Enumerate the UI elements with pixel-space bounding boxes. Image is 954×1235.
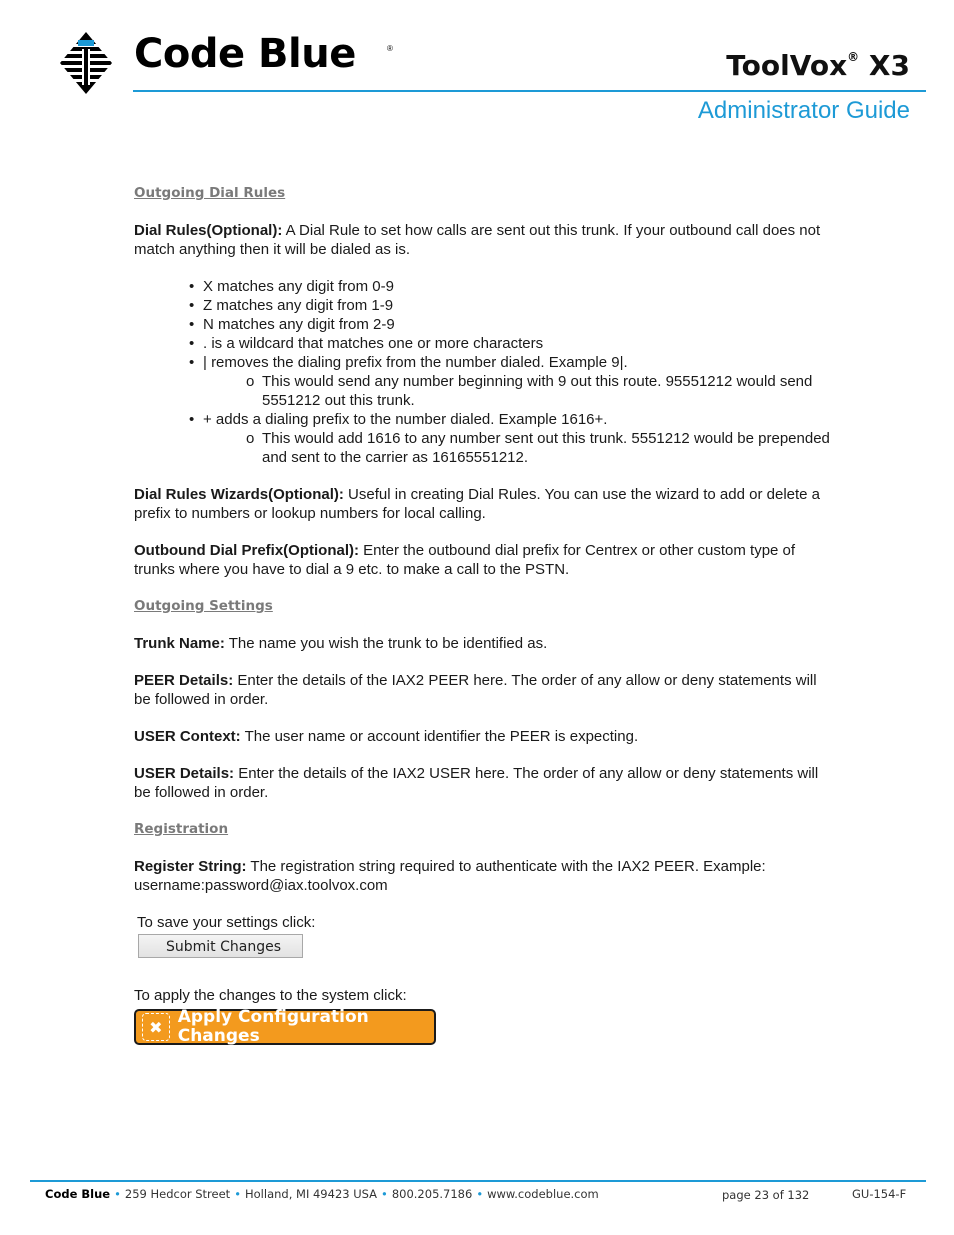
save-prompt: To save your settings click: (137, 914, 316, 931)
trunk-name-paragraph: Trunk Name: The name you wish the trunk to be identified as. (134, 635, 548, 652)
submit-changes-button[interactable]: Submit Changes (138, 934, 303, 958)
list-item-adds-prefix: • + adds a dialing prefix to the number dialed. Example 1616+. o This would add 1616 to any number sent out this trunk. 5551212 would be prepended and sent to the carrier as 16165551212. (189, 410, 834, 467)
apply-prompt: To apply the changes to the system click: (134, 987, 407, 1004)
dial-rules-paragraph: Dial Rules(Optional): A Dial Rule to set how calls are sent out this trunk. If your outbound call does not match anything then it will be dialed as is. (134, 222, 821, 258)
apply-button-label: Apply Configuration Changes (177, 1007, 369, 1046)
footer-divider (30, 1180, 926, 1182)
document-subtitle: Administrator Guide (697, 97, 910, 124)
list-item: • N matches any digit from 2-9 (189, 315, 834, 334)
footer-address: 259 Hedcor Street (124, 1187, 231, 1201)
footer-city: Holland, MI 49423 USA (245, 1187, 378, 1201)
wizards-paragraph: Dial Rules Wizards(Optional): Useful in creating Dial Rules. You can use the wizard to add or delete a prefix to numbers or lookup numbers for local calling. (134, 486, 821, 522)
product-title: ToolVox® X3 (726, 49, 910, 82)
register-string-paragraph: Register String: The registration string required to authenticate with the IAX2 PEER. Example: username:password@iax.toolvox.com (134, 858, 766, 894)
section-heading-outgoing-dial-rules: Outgoing Dial Rules (134, 185, 286, 201)
brand-name: Code Blue (134, 31, 356, 77)
close-x-icon: ✖ (142, 1013, 170, 1041)
section-heading-outgoing-settings: Outgoing Settings (134, 598, 273, 614)
page-content (134, 184, 834, 1045)
user-context-paragraph: USER Context: The user name or account identifier the PEER is expecting. (134, 728, 639, 745)
document-id: GU-154-F (852, 1187, 907, 1201)
dial-rules-list (134, 277, 834, 467)
list-item: • X matches any digit from 0-9 (189, 277, 834, 296)
prefix-paragraph: Outbound Dial Prefix(Optional): Enter the outbound dial prefix for Centrex or other custom type of trunks where you have to dial a 9 etc. to make a call to the PSTN. (134, 542, 796, 578)
sub-list-item: o This would add 1616 to any number sent out this trunk. 5551212 would be prepended and sent to the carrier as 16165551212. (246, 429, 834, 467)
list-item: • . is a wildcard that matches one or more characters (189, 334, 834, 353)
section-heading-registration: Registration (134, 821, 229, 837)
page-number: page 23 of 132 (722, 1188, 810, 1202)
footer-brand: Code Blue (45, 1187, 111, 1201)
footer-contact: Code Blue • 259 Hedcor Street • Holland, MI 49423 USA • 800.205.7186 • www.codeblue.com (45, 1187, 599, 1201)
footer-website-link[interactable]: www.codeblue.com (487, 1187, 599, 1201)
code-blue-logo-icon (56, 30, 116, 96)
apply-configuration-changes-button[interactable] (134, 1009, 436, 1045)
footer-phone: 800.205.7186 (391, 1187, 473, 1201)
list-item-removes-prefix: • | removes the dialing prefix from the number dialed. Example 9|. o This would send any number beginning with 9 out this route. 95551212 would send 5551212 out this trunk. (189, 353, 834, 410)
user-details-paragraph: USER Details: Enter the details of the IAX2 USER here. The order of any allow or deny statements will be followed in order. (134, 765, 819, 801)
brand-registered-mark: ® (387, 44, 393, 53)
list-item: • Z matches any digit from 1-9 (189, 296, 834, 315)
sub-list-item: o This would send any number beginning with 9 out this route. 95551212 would send 5551212 out this trunk. (246, 372, 834, 410)
header-divider (133, 90, 926, 92)
peer-details-paragraph: PEER Details: Enter the details of the IAX2 PEER here. The order of any allow or deny statements will be followed in order. (134, 672, 817, 708)
